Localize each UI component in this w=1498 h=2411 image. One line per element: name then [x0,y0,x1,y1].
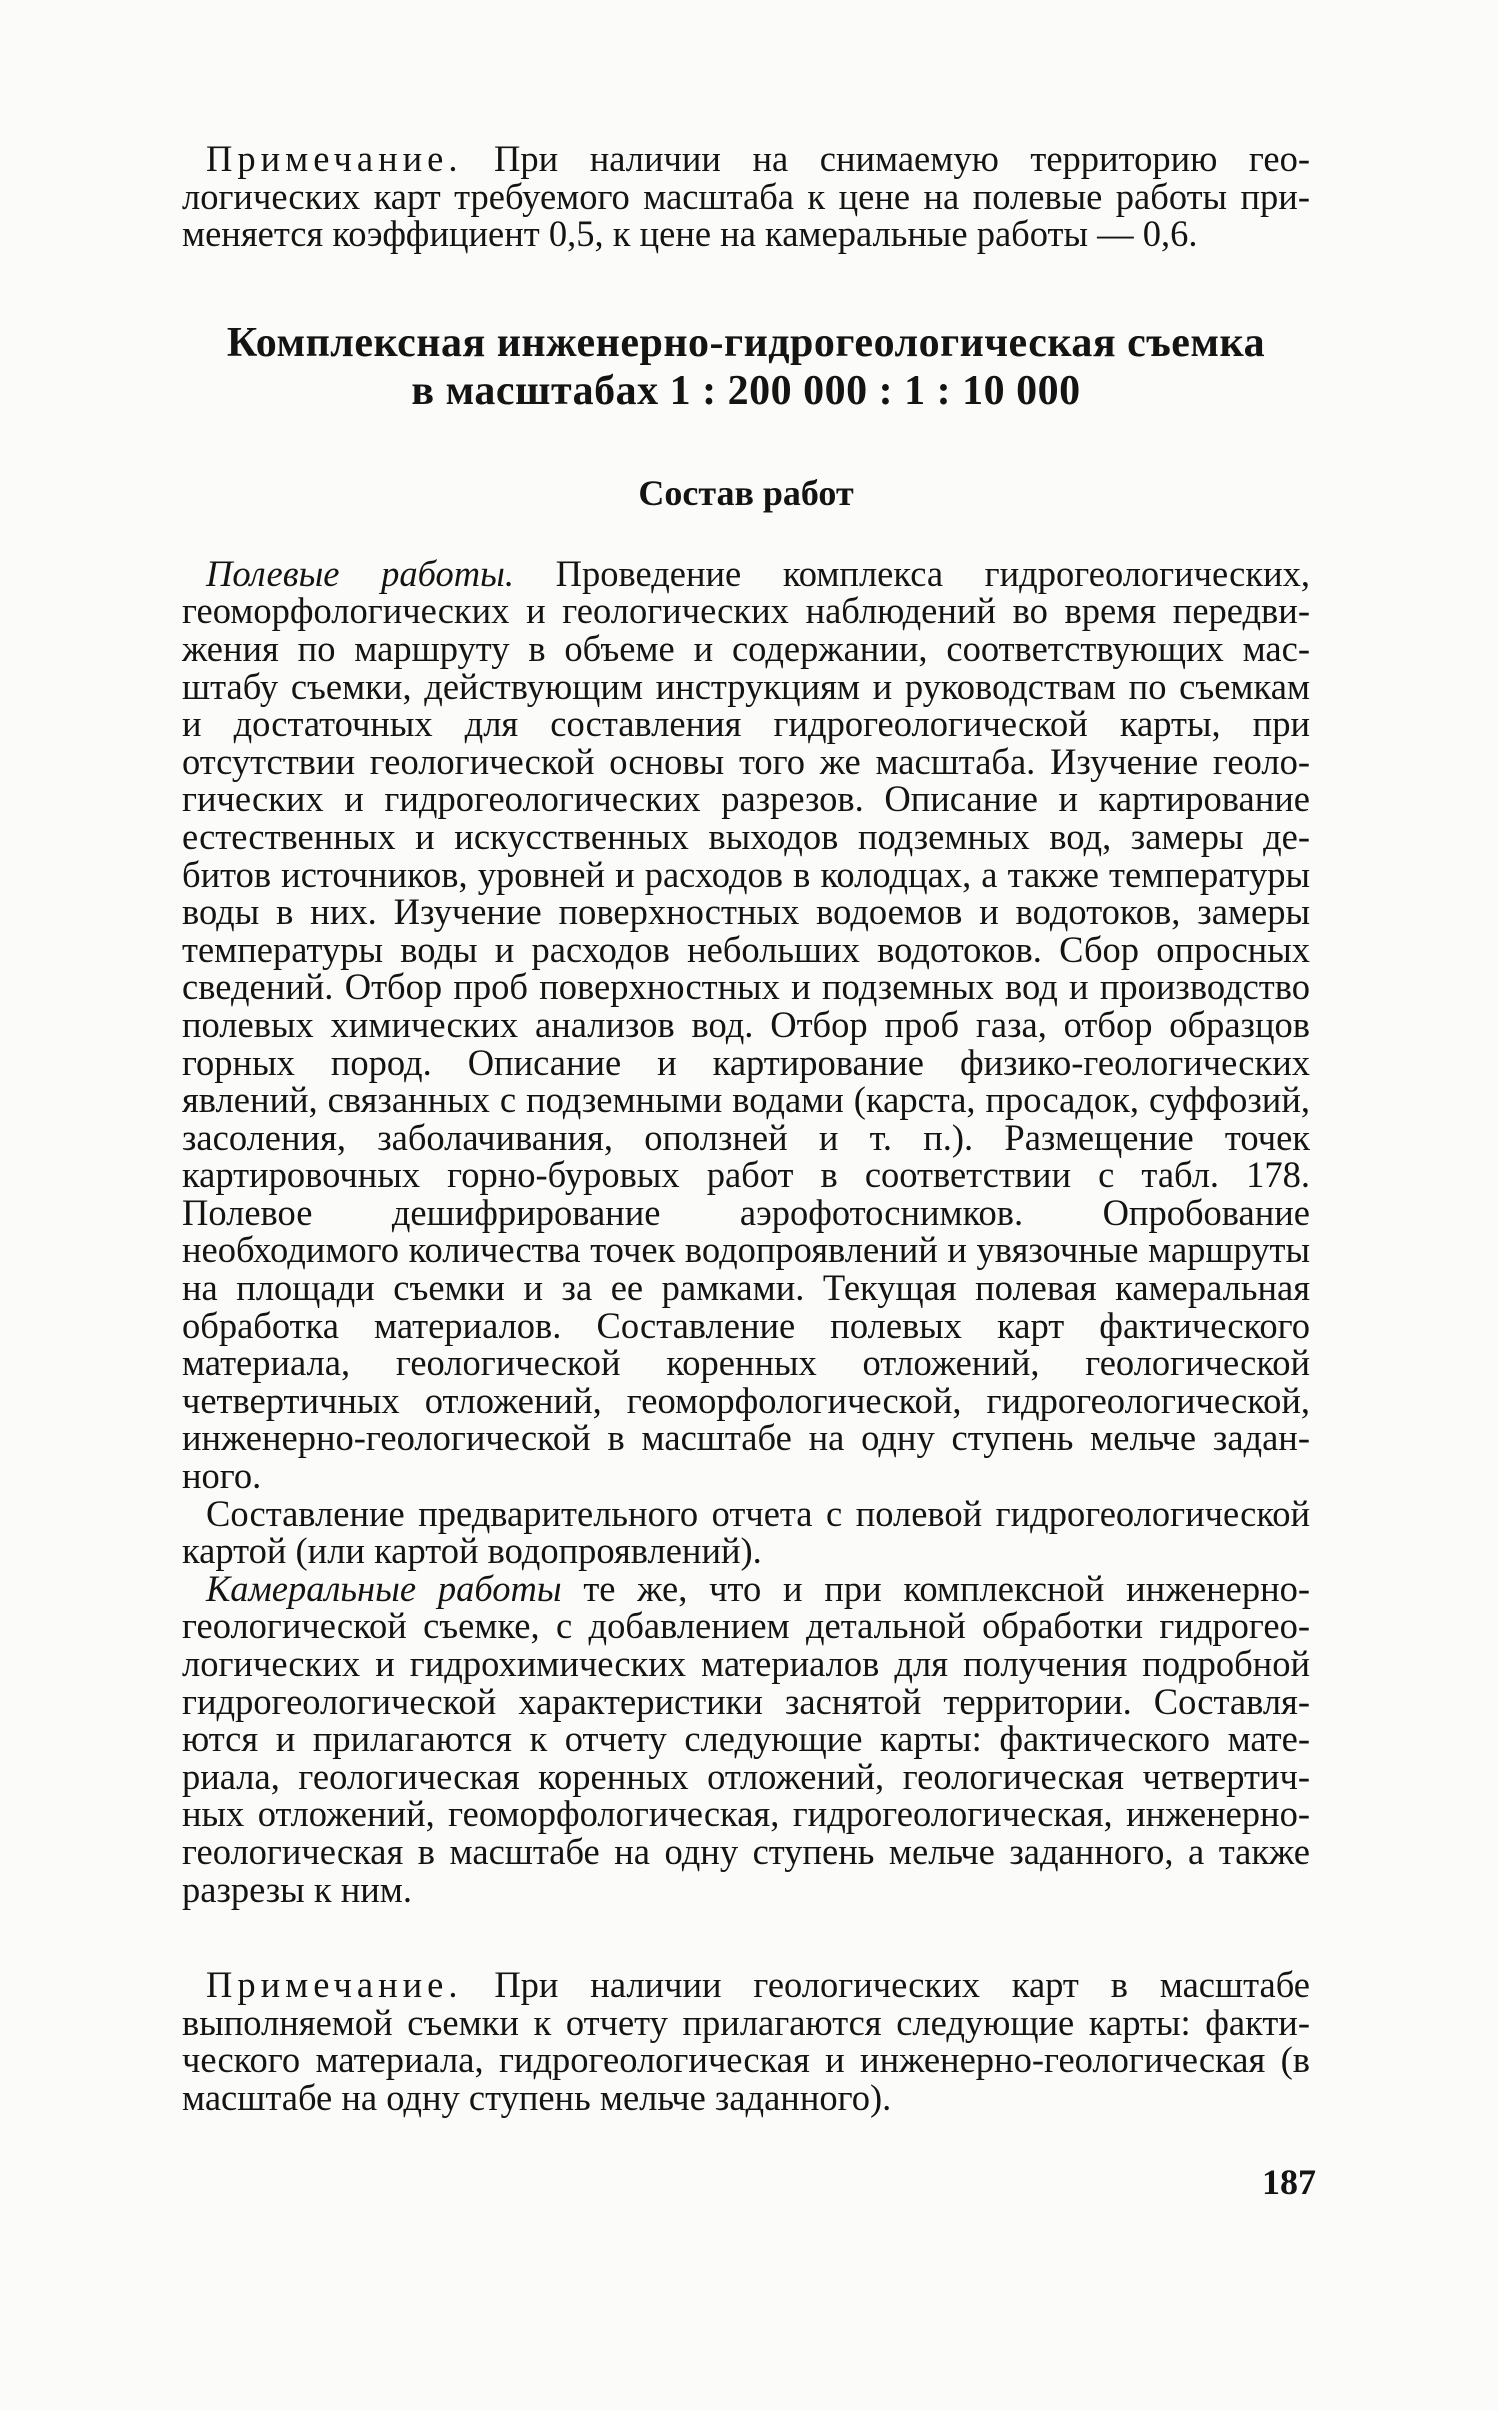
section-title-line-2: в масштабах 1 : 200 000 : 1 : 10 000 [411,367,1081,414]
section-title [182,319,1310,415]
office-works-label: Камеральные работы [206,1567,562,1609]
page-number: 187 [1262,2162,1316,2202]
field-works-text: Проведение комплекса гидрогеологических, геоморфологических и геологических наблюдений во время передвижения по маршруту в объеме и содержании, соответствующих масштабу съемки, действующим инструкциям и руководствам по съемкам и достаточных для составления гидрогеологической карты, при отсутствии геологической основы того же масштаба. Изучение геологических и гидрогеологических разрезов. Описание и картирование естественных и искусственных выходов подземных вод, замеры дебитов источников, уровней и расходов в колодцах, а также температуры воды в них. Изучение поверхностных водоемов и водотоков, замеры температуры воды и расходов небольших водотоков. Сбор опросных сведений. Отбор проб поверхностных и подземных вод и производство полевых химических анализов вод. Отбор проб газа, отбор образцов горных пород. Описание и картирование физико-геологических явлений, связанных с подземными водами (карста, просадок, суффозий, засоления, заболачивания, оползней и т. п.). Размещение точек картировочных горно-буровых работ в соответствии с табл. 178. Полевое дешифрирование аэрофотоснимков. Опробование необходимого количества точек водопроявлений и увязочные маршруты на площади съемки и за ее рамками. Текущая полевая камеральная обработка материалов. Составление полевых карт фактического материала, геологической коренных отложений, геологической четвертичных отложений, геоморфологической, гидрогеологической, инженерно-геологической в масштабе на одну ступень мельче заданного. [182,552,1310,1497]
section-title-line-1: Комплексная инженерно-гидрогеологическая съемка [226,319,1266,366]
office-works-text: те же, что и при комплексной инженерно-геологической съемке, с добавлением детальной обработки гидрогеологических и гидрохимических материалов для получения подробной гидрогеологической характеристики заснятой территории. Составляются и прилагаются к отчету следующие карты: фактического материала, геологическая коренных отложений, геологическая четвертичных отложений, геоморфологическая, гидрогеологическая, инженерно-геологическая в масштабе на одну ступень мельче заданного, а также разрезы к ним. [182,1567,1311,1910]
text-column [182,140,1310,2117]
field-works-paragraph [182,552,1310,1497]
note-top-text: При наличии на снимаемую территорию геологических карт требуемого масштаба к цене на полевые работы применяется коэффициент 0,5, к цене на камеральные работы — 0,6. [182,138,1310,255]
preliminary-report-paragraph: Составление предварительного отчета с полевой гидрогеологической картой (или картой водопроявлений). [182,1492,1310,1572]
note-top [182,140,1310,253]
office-works-paragraph [182,1567,1311,1910]
note-top-label: Примечание. [206,138,463,179]
note-bottom-text: При наличии геологических карт в масштабе выполняемой съемки к отчету прилагаются следующие карты: фактического материала, гидрогеологическая и инженерно-геологическая (в масштабе на одну ступень мельче заданного). [182,1964,1310,2118]
section-subtitle: Состав работ [638,472,854,513]
field-works-label: Полевые работы. [206,552,514,594]
note-bottom [182,1966,1310,2116]
note-bottom-label: Примечание. [206,1964,463,2006]
